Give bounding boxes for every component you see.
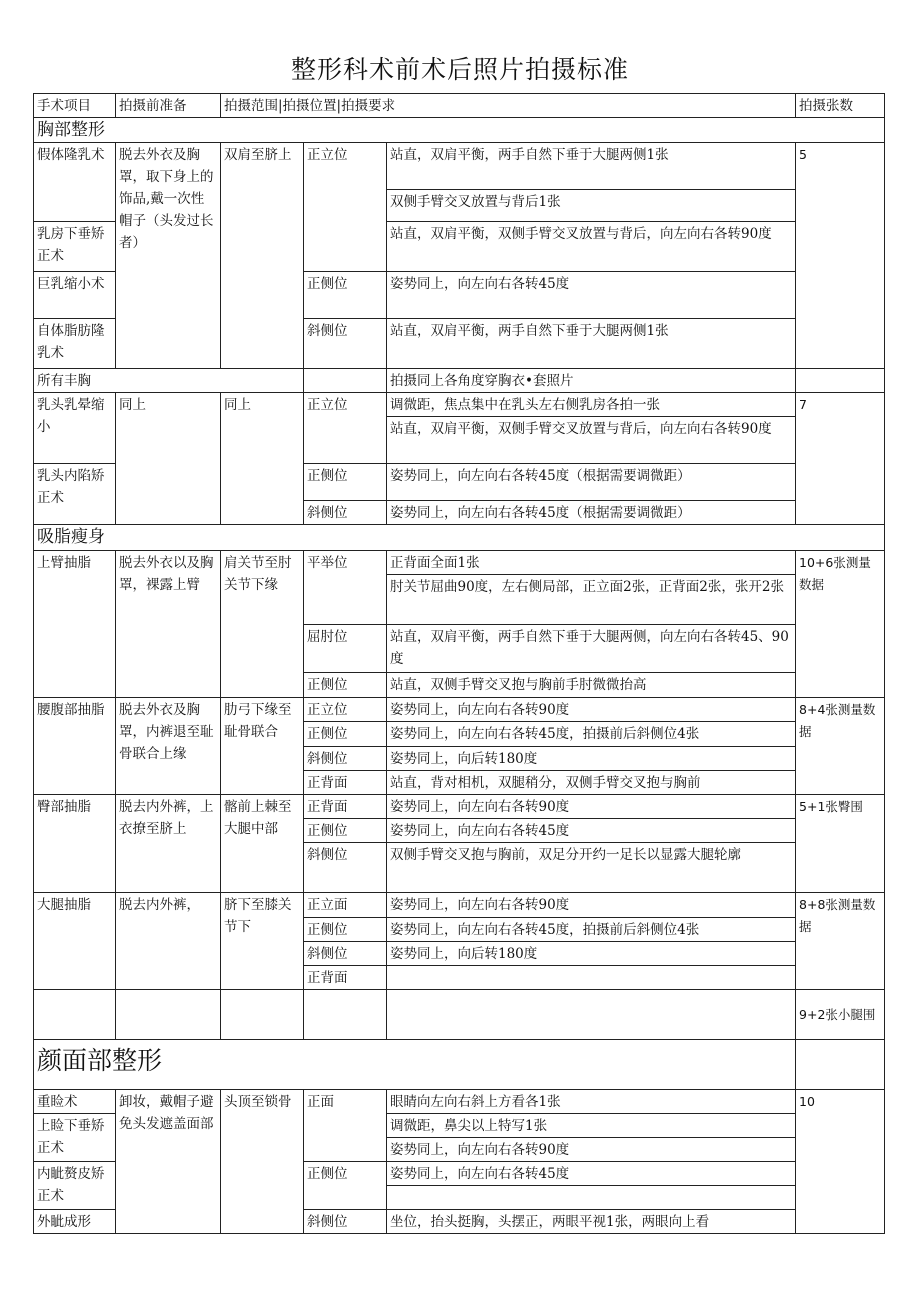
- section-title-lipo: 吸脂瘦身: [34, 525, 885, 551]
- count-hip: 5+1张臀围: [796, 795, 885, 893]
- table-row: [34, 369, 885, 393]
- requirement-thigh-3: 姿势同上，向后转180度: [387, 942, 796, 966]
- item-breast-ptosis: 乳房下垂矫正术: [34, 222, 116, 272]
- position-nipple-oblique: 斜侧位: [304, 501, 387, 525]
- position-upper-arm-raised: 平举位: [304, 551, 387, 625]
- requirement-hip-1: 姿势同上，向左向右各转90度: [387, 795, 796, 819]
- position-hip-3: 斜侧位: [304, 843, 387, 893]
- item-thigh-lipo: 大腿抽脂: [34, 893, 116, 990]
- position-hip-2: 正侧位: [304, 819, 387, 843]
- requirement-upper-arm-3: 站直，双肩平衡，两手自然下垂于大腿两侧，向左向右各转45、90度: [387, 625, 796, 673]
- count-abdomen: 8+4张测量数据: [796, 698, 885, 795]
- empty-cell: [387, 1186, 796, 1210]
- table-row: [34, 698, 885, 722]
- position-hip-1: 正背面: [304, 795, 387, 819]
- requirement-breast-4: 姿势同上，向左向右各转45度: [387, 272, 796, 319]
- position-nipple-side: 正侧位: [304, 464, 387, 501]
- item-all-breast-augmentation: 所有丰胸: [34, 369, 304, 393]
- count-upper-arm: 10+6张测量数据: [796, 551, 885, 698]
- item-ptosis-correction: 上睑下垂矫正术: [34, 1114, 116, 1162]
- position-upper-arm-flexed: 屈肘位: [304, 625, 387, 673]
- requirement-face-4: 姿势同上，向左向右各转45度: [387, 1162, 796, 1186]
- requirement-hip-2: 姿势同上，向左向右各转45度: [387, 819, 796, 843]
- requirement-upper-arm-4: 站直，双侧手臂交叉抱与胸前手肘微微抬高: [387, 673, 796, 698]
- count-calf-circumference: 9+2张小腿围: [796, 990, 885, 1040]
- section-title-face: 颜面部整形: [34, 1040, 796, 1090]
- item-breast-implant: 假体隆乳术: [34, 143, 116, 222]
- requirement-upper-arm-2: 肘关节屈曲90度，左右侧局部，正立面2张，正背面2张，张开2张: [387, 575, 796, 625]
- item-inverted-nipple: 乳头内陷矫正术: [34, 464, 116, 525]
- requirement-all-breast: 拍摄同上各角度穿胸衣•套照片: [387, 369, 796, 393]
- range-thigh: 脐下至膝关节下: [221, 893, 304, 990]
- empty-cell: [796, 369, 885, 393]
- position-thigh-4: 正背面: [304, 966, 387, 990]
- position-thigh-3: 斜侧位: [304, 942, 387, 966]
- requirement-abdomen-3: 姿势同上，向后转180度: [387, 747, 796, 771]
- position-breast-front: 正立位: [304, 143, 387, 272]
- requirement-breast-2: 双侧手臂交叉放置与背后1张: [387, 190, 796, 222]
- prep-breast: 脱去外衣及胸罩，取下身上的饰品,戴一次性帽子（头发过长者）: [116, 143, 221, 369]
- photo-standard-table: [33, 93, 885, 1234]
- count-face: 10: [796, 1090, 885, 1234]
- requirement-hip-3: 双侧手臂交叉抱与胸前，双足分开约一足长以显露大腿轮廓: [387, 843, 796, 893]
- requirement-face-5: 坐位，抬头挺胸，头摆正，两眼平视1张，两眼向上看: [387, 1210, 796, 1234]
- position-thigh-1: 正立面: [304, 893, 387, 918]
- count-nipple: 7: [796, 393, 885, 525]
- position-abdomen-4: 正背面: [304, 771, 387, 795]
- item-breast-fat-graft: 自体脂肪隆乳术: [34, 319, 116, 369]
- position-abdomen-3: 斜侧位: [304, 747, 387, 771]
- position-face-front: 正面: [304, 1090, 387, 1162]
- requirement-face-1: 眼睛向左向右斜上方看各1张: [387, 1090, 796, 1114]
- requirement-thigh-2: 姿势同上，向左向右各转45度，拍摄前后斜侧位4张: [387, 918, 796, 942]
- requirement-nipple-2: 站直，双肩平衡，双侧手臂交叉放置与背后，向左向右各转90度: [387, 417, 796, 464]
- requirement-upper-arm-1: 正背面全面1张: [387, 551, 796, 575]
- item-breast-reduction: 巨乳缩小术: [34, 272, 116, 319]
- requirement-abdomen-4: 站直，背对相机，双腿稍分，双侧手臂交叉抱与胸前: [387, 771, 796, 795]
- prep-hip: 脱去内外裤，上衣撩至脐上: [116, 795, 221, 893]
- requirement-nipple-3: 姿势同上，向左向右各转45度（根据需要调微距）: [387, 464, 796, 501]
- section-row-breast: [34, 118, 885, 143]
- requirement-thigh-1: 姿势同上，向左向右各转90度: [387, 893, 796, 918]
- position-face-side: 正侧位: [304, 1162, 387, 1210]
- empty-cell: [387, 990, 796, 1040]
- requirement-breast-5: 站直，双肩平衡，两手自然下垂于大腿两侧1张: [387, 319, 796, 369]
- prep-nipple: 同上: [116, 393, 221, 525]
- position-face-oblique: 斜侧位: [304, 1210, 387, 1234]
- range-face: 头顶至锁骨: [221, 1090, 304, 1234]
- section-title-breast: 胸部整形: [34, 118, 885, 143]
- item-epicanthus-correction: 内眦赘皮矫正术: [34, 1162, 116, 1210]
- range-abdomen: 肋弓下缘至耻骨联合: [221, 698, 304, 795]
- empty-cell: [304, 990, 387, 1040]
- requirement-nipple-1: 调微距，焦点集中在乳头左右侧乳房各拍一张: [387, 393, 796, 417]
- table-row: [34, 990, 885, 1040]
- header-prep: 拍摄前准备: [116, 94, 221, 118]
- prep-thigh: 脱去内外裤，: [116, 893, 221, 990]
- requirement-breast-1: 站直，双肩平衡，两手自然下垂于大腿两侧1张: [387, 143, 796, 190]
- position-nipple-front: 正立位: [304, 393, 387, 464]
- table-row: [34, 393, 885, 417]
- requirement-breast-3: 站直，双肩平衡，双侧手臂交叉放置与背后，向左向右各转90度: [387, 222, 796, 272]
- position-upper-arm-side: 正侧位: [304, 673, 387, 698]
- empty-cell: [221, 990, 304, 1040]
- prep-upper-arm: 脱去外衣以及胸罩，裸露上臂: [116, 551, 221, 698]
- item-double-eyelid: 重睑术: [34, 1090, 116, 1114]
- requirement-face-3: 姿势同上，向左向右各转90度: [387, 1138, 796, 1162]
- position-abdomen-1: 正立位: [304, 698, 387, 722]
- table-row: [34, 551, 885, 575]
- header-count: 拍摄张数: [796, 94, 885, 118]
- item-abdomen-lipo: 腰腹部抽脂: [34, 698, 116, 795]
- position-abdomen-2: 正侧位: [304, 722, 387, 747]
- empty-cell: [304, 369, 387, 393]
- table-row: [34, 1090, 885, 1114]
- requirement-thigh-4: [387, 966, 796, 990]
- requirement-abdomen-2: 姿势同上，向左向右各转45度，拍摄前后斜侧位4张: [387, 722, 796, 747]
- table-row: [34, 795, 885, 819]
- header-item: 手术项目: [34, 94, 116, 118]
- header-range-position-requirement: 拍摄范围|拍摄位置|拍摄要求: [221, 94, 796, 118]
- prep-abdomen: 脱去外衣及胸罩，内裤退至耻骨联合上缘: [116, 698, 221, 795]
- range-nipple: 同上: [221, 393, 304, 525]
- table-row: [34, 893, 885, 918]
- item-hip-lipo: 臀部抽脂: [34, 795, 116, 893]
- page-title: 整形科术前术后照片拍摄标准: [290, 55, 629, 84]
- empty-cell: [34, 990, 116, 1040]
- count-breast: 5: [796, 143, 885, 369]
- item-nipple-areola-reduction: 乳头乳晕缩小: [34, 393, 116, 464]
- section-row-lipo: [34, 525, 885, 551]
- header-row: [34, 94, 885, 118]
- item-upper-arm-lipo: 上臂抽脂: [34, 551, 116, 698]
- range-hip: 髂前上棘至大腿中部: [221, 795, 304, 893]
- table-row: [34, 143, 885, 190]
- item-lateral-canthoplasty: 外眦成形: [34, 1210, 116, 1234]
- position-breast-side: 正侧位: [304, 272, 387, 319]
- empty-cell: [116, 990, 221, 1040]
- requirement-face-2: 调微距，鼻尖以上特写1张: [387, 1114, 796, 1138]
- range-breast: 双肩至脐上: [221, 143, 304, 369]
- section-row-face: [34, 1040, 885, 1090]
- position-thigh-2: 正侧位: [304, 918, 387, 942]
- requirement-abdomen-1: 姿势同上，向左向右各转90度: [387, 698, 796, 722]
- range-upper-arm: 肩关节至肘关节下缘: [221, 551, 304, 698]
- prep-face: 卸妆，戴帽子避免头发遮盖面部: [116, 1090, 221, 1234]
- count-thigh: 8+8张测量数据: [796, 893, 885, 990]
- position-breast-oblique: 斜侧位: [304, 319, 387, 369]
- requirement-nipple-4: 姿势同上，向左向右各转45度（根据需要调微距）: [387, 501, 796, 525]
- empty-cell: [796, 1040, 885, 1090]
